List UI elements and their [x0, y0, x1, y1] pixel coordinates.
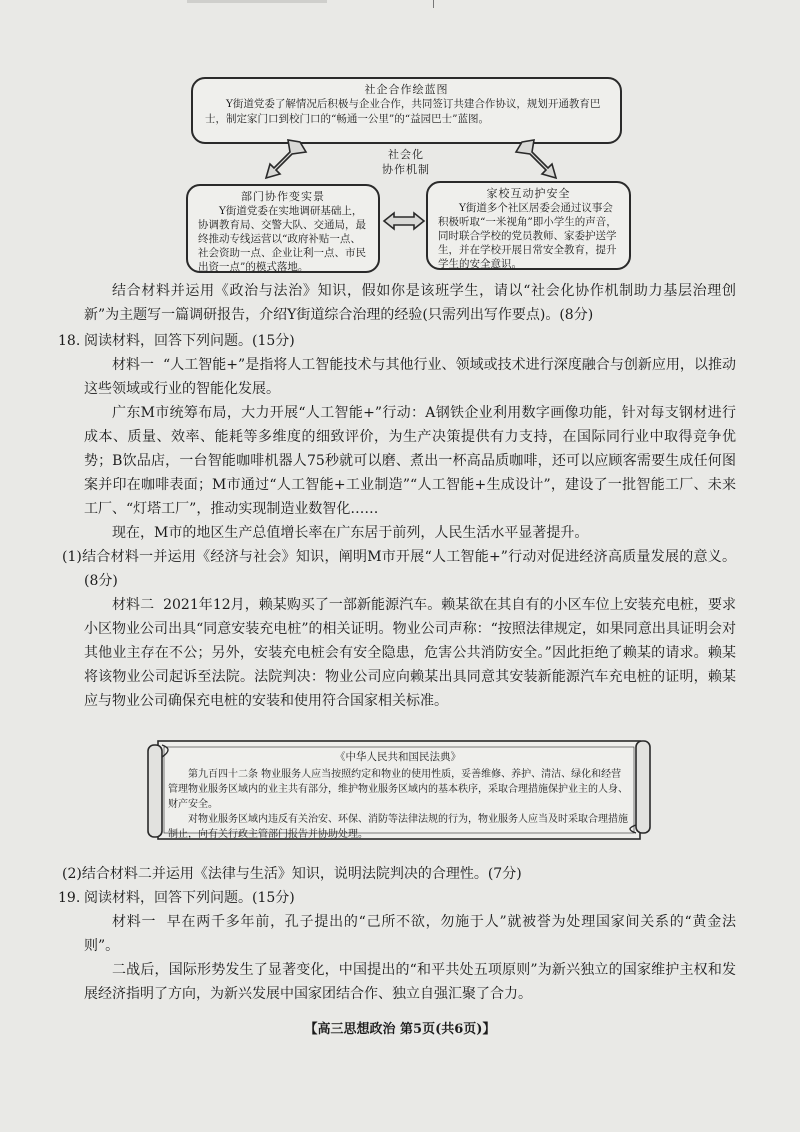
arrow-icon-upper-left: [262, 138, 310, 182]
scroll-article-p1: 第九百四十二条 物业服务人应当按照约定和物业的使用性质，妥善维修、养护、清洁、绿化和经营管理物业服务区域内的业主共有部分，维护物业服务区域内的基本秩序，采取合理措施保护业主的人身、财产安全。: [168, 769, 628, 810]
q18-material1-p2: 广东M市统筹布局，大力开展“人工智能+”行动：A钢铁企业利用数字画像功能，针对每支钢材进行成本、质量、效率、能耗等多维度的细致评价，为生产决策提供有力支持，在国际同行业中取得竞争优势；B饮品店，一台智能咖啡机器人75秒就可以磨、煮出一杯高品质咖啡，还可以应顾客需要生成任何图案并印在咖啡表面；M市通过“人工智能+工业制造”“人工智能+生成设计”，建设了一批智能工厂、未来工厂、“灯塔工厂”，推动实现制造业数智化……: [84, 405, 736, 517]
q18-material2-p1-text: 2021年12月，赖某购买了一部新能源汽车。赖某欲在其自有的小区车位上安装充电桩，要求小区物业公司出具“同意安装充电桩”的相关证明。物业公司声称：“按照法律规定，如果同意出具证明会对其他业主存在不公；另外，安装充电桩会有安全隐患，危害公共消防安全。”因此拒绝了赖某的请求。赖某将该物业公司起诉至法院。法院判决：物业公司应向赖某出具同意其安装新能源汽车充电桩的证明，赖某应与物业公司确保充电桩的安装和使用符合国家相关标准。: [84, 597, 737, 709]
q19-heading: 阅读材料，回答下列问题。(15分): [84, 890, 295, 906]
arrow-icon-upper-right: [512, 138, 560, 182]
diagram-left-box: [186, 184, 380, 273]
scroll-title: 《中华人民共和国民法典》: [335, 751, 461, 763]
diagram-right-box: [426, 181, 631, 270]
diagram-top-title: 社企合作绘蓝图: [364, 83, 449, 96]
fold-line: [433, 0, 434, 8]
q19-material1-label: 材料一: [112, 914, 157, 930]
q18-number: 18.: [58, 333, 81, 349]
q19-number: 19.: [58, 890, 81, 906]
diagram-top-box: [191, 77, 622, 144]
q19-material1-p2: 二战后，国际形势发生了显著变化，中国提出的“和平共处五项原则”为新兴独立的国家维护主权和发展经济指明了方向，为新兴发展中国家团结合作、独立自强汇聚了合力。: [84, 962, 736, 1002]
q18-material2-p1: [84, 593, 736, 713]
civil-code-scroll: [168, 750, 628, 842]
diagram-top-body: Y街道党委了解情况后积极与企业合作，共同签订共建合作协议，规划开通教育巴士，制定家门口到校门口的“畅通一公里”的“益园巴士”蓝图。: [205, 98, 601, 125]
page-footer: 【高三思想政治 第5页(共6页)】: [304, 1022, 496, 1037]
q18-material1-label: 材料一: [112, 357, 155, 373]
q18-heading: 阅读材料，回答下列问题。(15分): [84, 333, 295, 349]
diagram-center-label: [370, 147, 442, 177]
q18-material1-p3: 现在，M市的地区生产总值增长率在广东居于前列，人民生活水平显著提升。: [112, 525, 589, 541]
q17-prompt: 结合材料并运用《政治与法治》知识，假如你是该班学生，请以“社会化协作机制助力基层治理创新”为主题写一篇调研报告，介绍Y街道综合治理的经验(只需列出写作要点)。(8分): [84, 283, 736, 323]
q18-subquestion-1: (1)结合材料一并运用《经济与社会》知识，阐明M市开展“人工智能+”行动对促进经济高质量发展的意义。(8分): [62, 549, 736, 589]
diagram-right-title: 家校互动护安全: [486, 187, 571, 200]
diagram-left-title: 部门协作变实景: [241, 190, 325, 203]
center-label-line-1: 社会化: [388, 148, 424, 161]
scroll-article-p2: 对物业服务区域内违反有关治安、环保、消防等法律法规的行为，物业服务人应当及时采取合理措施制止，向有关行政主管部门报告并协助处理。: [168, 814, 628, 840]
q18-material1-p1-text: “人工智能+”是指将人工智能技术与其他行业、领域或技术进行深度融合与创新应用，以推动这些领域或行业的智能化发展。: [84, 357, 737, 397]
q18-material2-label: 材料二: [112, 597, 155, 613]
q18-subquestion-2: (2)结合材料二并运用《法律与生活》知识，说明法院判决的合理性。(7分): [62, 866, 522, 882]
q19-material1-p1: [84, 910, 736, 958]
scan-mark: [187, 0, 327, 3]
q19-material1-p1-text: 早在两千多年前，孔子提出的“己所不欲，勿施于人”就被誉为处理国家间关系的“黄金法则”。: [84, 914, 736, 954]
diagram-left-body: Y街道党委在实地调研基础上，协调教育局、交警大队、交通局，最终推动专线运营以“政府补贴一点、社会资助一点、企业让利一点、市民出资一点”的模式落地。: [198, 205, 366, 273]
diagram-right-body: Y街道多个社区居委会通过议事会积极听取“一米视角”即小学生的声音，同时联合学校的党员教师、家委护送学生，并在学校开展日常安全教育，提升学生的安全意识。: [438, 202, 617, 270]
q18-material1-p1: [84, 353, 736, 401]
double-arrow-icon: [382, 210, 426, 232]
center-label-line-2: 协作机制: [382, 163, 430, 176]
